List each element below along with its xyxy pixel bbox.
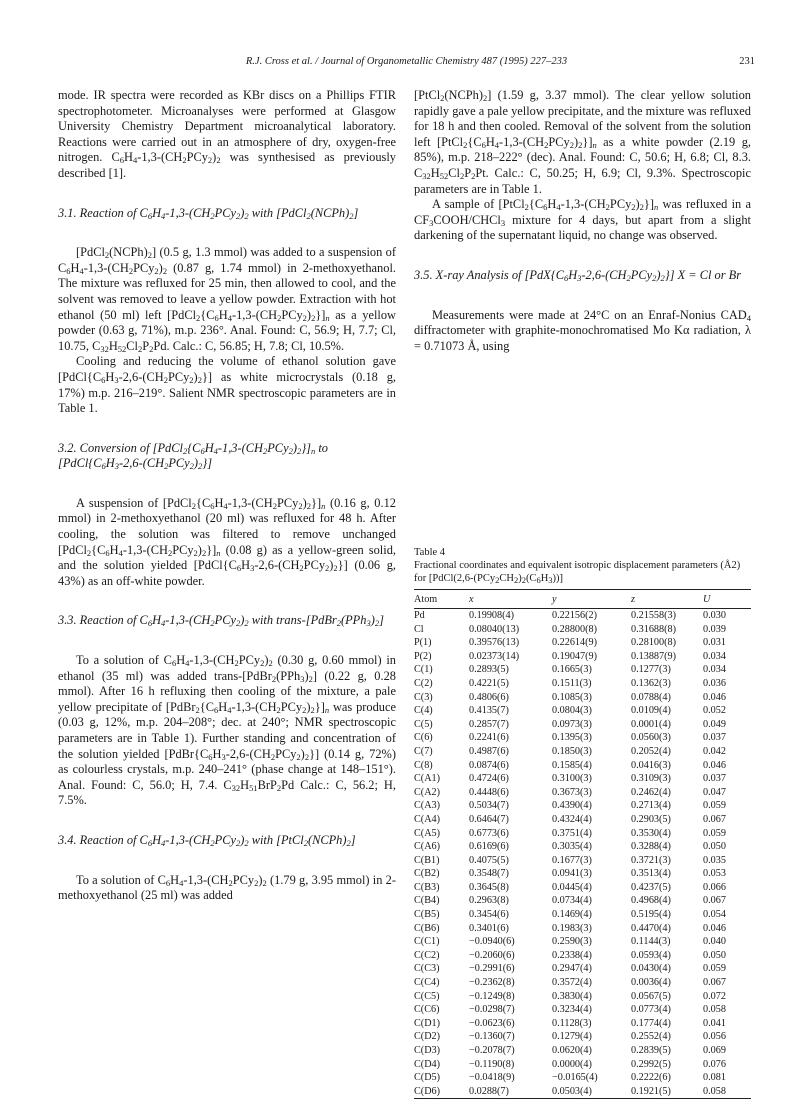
cell-atom: C(A4) [414,813,441,825]
cell-y: 0.0503(4) [552,1085,631,1099]
cell-y: 0.1128(3) [552,1017,592,1029]
cell-z: 0.1144(3) [631,936,671,948]
cell-atom: C(A5) [414,827,441,839]
cell-x: −0.2991(6) [469,963,515,975]
cell-u: 0.050 [703,841,726,853]
section-3-4-title: 3.4. Reaction of $C_6H_4-1,3-(CH_2PCy_2)_2$ with $[PtCl_2(NCPh)_2]$ [58,832,356,848]
cell-x: 0.0288(7) [469,1085,552,1099]
cell-u: 0.072 [703,990,726,1002]
cell-y: 0.2590(3) [552,936,592,948]
table-row [414,1071,751,1085]
table-row [414,976,751,990]
cell-z: 0.2222(6) [631,1072,671,1084]
cell-x: 0.3645(8) [469,881,509,893]
cell-atom: C(C5) [414,990,440,1002]
cell-z: 0.28100(8) [631,637,676,649]
cell-z: 0.0560(3) [631,732,671,744]
cell-x: −0.0623(6) [469,1017,515,1029]
cell-z: 0.2052(4) [631,745,671,757]
section-3-2-title: 3.2. Conversion of $[PdCl_2\{C_6H_4-1,3-(CH_2PCy_2)_2\}]_n$ to $[PdCl\{C_6H_3-2,6-(CH_2PCy_2)_2\}]$ [58,440,328,472]
table-caption: Fractional coordinates and equivalent isotropic displacement parameters (Å2) for $[PdCl(2,6-(PCy_2CH_2)_2(C_6H_3))]$ [414,560,741,585]
cell-y: 0.1279(4) [552,1031,592,1043]
cell-u: 0.067 [703,895,726,907]
cell-z: 0.0567(5) [631,990,671,1002]
table-row [414,1058,751,1072]
table-row [414,609,751,623]
cell-atom: C(5) [414,718,433,730]
cell-x: −0.2060(6) [469,949,515,961]
cell-z: 0.0788(4) [631,691,671,703]
cell-z: 0.2992(5) [631,1058,671,1070]
cell-x: 0.02373(14) [469,650,520,662]
cell-z: 0.0593(4) [631,949,671,961]
cell-y: 0.1085(3) [552,691,592,703]
cell-u: 0.066 [703,881,726,893]
cell-x: −0.0298(7) [469,1004,515,1016]
table-row [414,799,751,813]
cell-y: 0.0000(4) [552,1058,592,1070]
table-row [414,894,751,908]
cell-u: 0.042 [703,745,726,757]
table-row [414,922,751,936]
cell-z: 0.3288(4) [631,841,671,853]
cell-y: 0.4324(4) [552,813,592,825]
cell-u: 0.039 [703,623,726,635]
cell-x: 0.0874(6) [469,759,509,771]
table-row [414,990,751,1004]
cell-x: 0.3548(7) [469,868,509,880]
cell-u: 0.034 [703,664,726,676]
cell-z: 0.1921(5) [631,1085,703,1099]
table-row [414,772,751,786]
cell-atom: C(A1) [414,773,441,785]
cell-y: 0.19047(9) [552,650,597,662]
table-header-row [414,590,751,609]
table-row [414,867,751,881]
cell-u: 0.059 [703,963,726,975]
cell-z: 0.2713(4) [631,800,671,812]
cell-atom: C(B1) [414,854,440,866]
cell-x: 0.08040(13) [469,623,520,635]
cell-u: 0.081 [703,1072,726,1084]
cell-atom: C(B2) [414,868,440,880]
running-head-citation: R.J. Cross et al. / Journal of Organometallic Chemistry 487 (1995) 227–233 [245,56,568,67]
cell-z: 0.2903(5) [631,813,671,825]
cell-x: 0.6169(6) [469,841,509,853]
cell-z: 0.2462(4) [631,786,671,798]
table-row [414,718,751,732]
cell-y: 0.0620(4) [552,1045,592,1056]
cell-x: −0.1360(7) [469,1031,515,1043]
table-body [414,609,751,1099]
table-row [414,663,751,677]
cell-y: 0.1677(3) [552,854,592,866]
cell-u: 0.049 [703,718,726,730]
cell-u: 0.059 [703,827,726,839]
section-3-1-title: 3.1. Reaction of $C_6H_4-1,3-(CH_2PCy_2)_2$ with $[PdCl_2(NCPh)_2]$ [58,205,359,221]
cell-atom: C(D5) [414,1072,441,1084]
cell-y: 0.3234(4) [552,1004,592,1016]
table-row [414,1044,751,1058]
cell-y: −0.0165(4) [552,1072,598,1084]
cell-z: 0.0109(4) [631,705,671,717]
section-3-1-paragraph-1: $[PdCl_2(NCPh)_2]$ (0.5 g, 1.3 mmol) was added to a suspension of $C_6H_4-1,3-(CH_2PCy_2)_2$ (0.87 g, 1.74 mmol) in 2-methoxyethanol. The mixture was refluxed for 25 min, then allowed to cool, and the solvent was removed to leave a yellow powder. Extraction with hot ethanol (50 ml) left $[PdCl_2\{C_6H_4-1,3-(CH_2PCy_2)_2\}]_n$ as a yellow powder (0.63 g, 71%), m.p. 236°. Anal. Found: C, 56.9; H, 7.7; Cl, 10.75, $C_{32}H_{52}Cl_2P_2Pd$. Calc.: C, 56.85; H, 7.8; Cl, 10.5%. [58,245,396,354]
cell-x: 0.3401(6) [469,922,509,934]
cell-u: 0.058 [703,1085,751,1099]
cell-u: 0.037 [703,732,726,744]
cell-atom: C(A3) [414,800,441,812]
cell-z: 0.1774(4) [631,1017,671,1029]
section-3-1-paragraph-2: Cooling and reducing the volume of ethanol solution gave $[PdCl\{C_6H_3-2,6-(CH_2PCy_2)_2\}]$ as white microcrystals (0.18 g, 17%) m.p. 216–219°. Salient NMR spectroscopic parameters are in Table 1. [58,354,396,416]
cell-atom: C(D6) [414,1085,469,1099]
cell-x: 0.19908(4) [469,610,514,621]
cell-y: 0.1850(3) [552,745,592,757]
cell-x: −0.0418(9) [469,1072,515,1084]
cell-x: 0.4075(5) [469,854,509,866]
cell-x: −0.1190(8) [469,1058,515,1070]
table-row [414,840,751,854]
cell-z: 0.0416(3) [631,759,671,771]
cell-u: 0.036 [703,677,726,689]
cell-atom: C(B5) [414,909,440,921]
cell-u: 0.050 [703,949,726,961]
cell-x: 0.4448(6) [469,786,509,798]
cell-y: 0.1665(3) [552,664,592,676]
table-row [414,636,751,650]
cell-u: 0.053 [703,868,726,880]
cell-z: 0.5195(4) [631,909,671,921]
intro-paragraph: mode. IR spectra were recorded as KBr discs on a Phillips FTIR spectrophotometer. Microanalyses were performed at Glasgow University Chemistry Department microanalytical laboratory. Reactions were carried out in an atmosphere of dry, oxygen-free nitrogen. $C_6H_4-1,3-(CH_2PCy_2)_2$ was synthesised as previously described [1]. [58,88,396,180]
section-3-3-title: 3.3. Reaction of $C_6H_4-1,3-(CH_2PCy_2)_2$ with trans-$[PdBr_2(PPh_3)_2]$ [58,613,384,629]
cell-z: 0.1277(3) [631,664,671,676]
section-3-2-paragraph-1: A suspension of $[PdCl_2\{C_6H_4-1,3-(CH_2PCy_2)_2\}]_n$ (0.16 g, 0.12 mmol) in 2-methoxyethanol (20 ml) was refluxed for 48 h. After cooling, the solution was filtered to remove unchanged $[PdCl_2\{C_6H_4-1,3-(CH_2PCy_2)_2\}]_n$ (0.08 g) as a yellow-green solid, and the solution yielded $[PdCl\{C_6H_3-2,6-(CH_2PCy_2)_2\}]$ (0.06 g, 43%) as an off-white powder. [58,495,397,588]
table-row [414,731,751,745]
cell-y: 0.4390(4) [552,800,592,812]
cell-atom: C(2) [414,677,433,689]
right-column [414,88,751,354]
cell-u: 0.041 [703,1017,726,1029]
cell-z: 0.4968(4) [631,895,671,907]
header-x: x [469,590,552,609]
cell-u: 0.056 [703,1031,726,1043]
cell-x: −0.1249(8) [469,990,515,1002]
page-number: 231 [739,56,755,67]
cell-atom: Cl [414,623,424,635]
table-row [414,813,751,827]
cell-atom: C(1) [414,664,433,676]
cell-u: 0.040 [703,936,726,948]
cell-y: 0.0804(3) [552,705,592,717]
cell-atom: Pd [414,610,425,621]
right-paragraph-2: A sample of $[PtCl_2\{C_6H_4-1,3-(CH_2PCy_2)_2\}]_n$ was refluxed in a $CF_3COOH/CHCl_3$ mixture for 4 days, but apart from a slight darkening of the supernatant liquid, no change was observed. [414,197,751,243]
cell-z: 0.1362(3) [631,677,671,689]
cell-y: 0.22156(2) [552,610,597,621]
header-y: y [552,590,631,609]
table-row [414,1030,751,1044]
cell-y: 0.3100(3) [552,773,592,785]
cell-z: 0.3721(3) [631,854,671,866]
cell-z: 0.2552(4) [631,1031,671,1043]
table-row [414,1003,751,1017]
cell-x: 0.2893(5) [469,664,509,676]
cell-atom: C(D4) [414,1058,441,1070]
cell-y: 0.0445(4) [552,881,592,893]
cell-u: 0.030 [703,610,726,621]
cell-atom: C(D1) [414,1017,441,1029]
cell-u: 0.031 [703,637,726,649]
header-atom: Atom [414,590,469,609]
cell-y: 0.1983(3) [552,922,592,934]
cell-z: 0.3109(3) [631,773,671,785]
table-row [414,827,751,841]
cell-u: 0.067 [703,813,726,825]
running-head [58,56,755,72]
cell-y: 0.3035(4) [552,841,592,853]
table-4 [414,546,751,1099]
cell-z: 0.0773(4) [631,1004,671,1016]
cell-u: 0.046 [703,691,726,703]
cell-u: 0.034 [703,650,726,662]
table-row [414,908,751,922]
cell-x: 0.2963(8) [469,895,509,907]
cell-z: 0.21558(3) [631,610,676,621]
table-row [414,854,751,868]
continued-paragraph: $[PtCl_2(NCPh)_2]$ (1.59 g, 3.37 mmol). The clear yellow solution rapidly gave a pale yellow precipitate, and the mixture was refluxed for 18 h and then cooled. Removal of the solvent from the solution left $[PtCl_2\{C_6H_4-1,3-(CH_2PCy_2)_2\}]_n$ as a white powder (2.19 g, 85%), m.p. 218–222° (dec). Anal. Found: C, 50.6; H, 6.8; Cl, 8.3. $C_{32}H_{52}Cl_2P_2Pt$. Calc.: C, 50.25; H, 6.9; Cl, 9.3%. Spectroscopic parameters are in Table 1. [414,88,751,196]
cell-x: 0.4724(6) [469,773,509,785]
cell-y: 0.3830(4) [552,990,592,1002]
cell-z: 0.4237(5) [631,881,671,893]
cell-atom: C(C3) [414,963,440,975]
cell-x: 0.6773(6) [469,827,509,839]
cell-u: 0.052 [703,705,726,717]
table-row [414,745,751,759]
table-row [414,1085,751,1099]
cell-atom: P(1) [414,637,432,649]
cell-atom: C(C1) [414,936,440,948]
table-row [414,704,751,718]
cell-u: 0.069 [703,1045,726,1056]
cell-z: 0.3513(4) [631,868,671,880]
cell-y: 0.1395(3) [552,732,592,744]
cell-z: 0.0430(4) [631,963,671,975]
cell-y: 0.3572(4) [552,977,592,989]
section-3-5-paragraph-1: Measurements were made at 24°C on an Enraf-Nonius $CAD_4$ diffractometer with graphite-monochromatised Mo Kα radiation, λ = 0.71073 Å, using [414,307,751,353]
cell-atom: C(C4) [414,977,440,989]
cell-y: 0.0734(4) [552,895,592,907]
cell-z: 0.0036(4) [631,977,671,989]
table-row [414,650,751,664]
cell-atom: C(4) [414,705,433,717]
section-3-3-paragraph-1: To a solution of $C_6H_4-1,3-(CH_2PCy_2)_2$ (0.30 g, 0.60 mmol) in ethanol (35 ml) was added trans-$[PdBr_2(PPh_3)_2]$ (0.22 g, 0.28 mmol). After 16 h refluxing then cooling of the mixture, a pale yellow precipitate of $[PdBr_2\{C_6H_4-1,3-(CH_2PCy_2)_2\}]_n$ was produce (0.03 g, 12%, m.p. 204–208°; dec. at 240°; NMR spectroscopic parameters are in Table 1). Further standing and concentration of the solution yielded $[PdBr\{C_6H_3-2,6-(CH_2PCy_2)_2\}]$ (0.14 g, 72%) as colourless crystals, m.p. 240–241° (phase change at 148–151°). Anal. Found: C, 56.0; H, 7.4. $C_{32}H_{51}BrP_2Pd$ Calc.: C, 56.2; H, 7.5%. [58,653,397,808]
cell-atom: C(B3) [414,881,440,893]
table-row [414,786,751,800]
cell-atom: C(B6) [414,922,440,934]
cell-u: 0.059 [703,800,726,812]
cell-atom: C(A2) [414,786,441,798]
header-z: z [631,590,703,609]
cell-x: 0.2241(6) [469,732,509,744]
cell-x: −0.2362(8) [469,977,515,989]
cell-z: 0.2839(5) [631,1045,671,1056]
cell-z: 0.4470(4) [631,922,671,934]
table-row [414,759,751,773]
cell-x: 0.4221(5) [469,677,509,689]
cell-u: 0.054 [703,909,726,921]
header-u: U [703,590,751,609]
table-row [414,677,751,691]
cell-y: 0.2338(4) [552,949,592,961]
cell-x: 0.6464(7) [469,813,509,825]
cell-x: 0.4135(7) [469,705,509,717]
cell-atom: C(3) [414,691,433,703]
cell-x: −0.0940(6) [469,936,515,948]
cell-u: 0.047 [703,786,726,798]
cell-z: 0.13887(9) [631,650,676,662]
cell-u: 0.067 [703,977,726,989]
cell-u: 0.035 [703,854,726,866]
cell-y: 0.1511(3) [552,677,592,689]
section-3-4-paragraph-1: To a solution of $C_6H_4-1,3-(CH_2PCy_2)_2$ (1.79 g, 3.95 mmol) in 2-methoxyethanol (25 ml) was added [58,872,396,903]
cell-u: 0.037 [703,773,726,785]
table-row [414,962,751,976]
table-row [414,935,751,949]
cell-atom: C(C2) [414,949,440,961]
cell-atom: C(A6) [414,841,441,853]
cell-u: 0.076 [703,1058,726,1070]
cell-atom: P(2) [414,650,432,662]
cell-atom: C(6) [414,732,433,744]
table-row [414,1017,751,1031]
coordinates-table [414,589,751,1099]
section-3-5-title: 3.5. X-ray Analysis of $[PdX\{C_6H_3-2,6-(CH_2PCy_2)_2\}] X = Cl$ or Br [414,267,742,283]
table-row [414,949,751,963]
cell-x: 0.39576(13) [469,637,520,649]
cell-y: 0.3673(3) [552,786,592,798]
table-label: Table 4 [414,547,446,558]
table-row [414,691,751,705]
cell-z: 0.0001(4) [631,718,671,730]
cell-atom: C(8) [414,759,433,771]
cell-z: 0.3530(4) [631,827,671,839]
cell-u: 0.046 [703,922,726,934]
cell-u: 0.046 [703,759,726,771]
table-row [414,623,751,637]
cell-y: 0.0973(3) [552,718,592,730]
cell-z: 0.31688(8) [631,623,676,635]
cell-atom: C(C6) [414,1004,440,1016]
cell-atom: C(D2) [414,1031,441,1043]
cell-x: 0.3454(6) [469,909,509,921]
cell-y: 0.3751(4) [552,827,592,839]
cell-atom: C(B4) [414,895,440,907]
cell-atom: C(7) [414,745,433,757]
left-column [58,88,396,904]
cell-y: 0.1469(4) [552,909,592,921]
cell-y: 0.0941(3) [552,868,592,880]
cell-x: −0.2078(7) [469,1045,515,1056]
cell-y: 0.28800(8) [552,623,597,635]
cell-y: 0.22614(9) [552,637,597,649]
table-row [414,881,751,895]
cell-y: 0.1585(4) [552,759,592,771]
cell-u: 0.058 [703,1004,726,1016]
cell-x: 0.2857(7) [469,718,509,730]
cell-y: 0.2947(4) [552,963,592,975]
cell-x: 0.4987(6) [469,745,509,757]
cell-x: 0.4806(6) [469,691,509,703]
cell-x: 0.5034(7) [469,800,509,812]
cell-atom: C(D3) [414,1045,441,1056]
